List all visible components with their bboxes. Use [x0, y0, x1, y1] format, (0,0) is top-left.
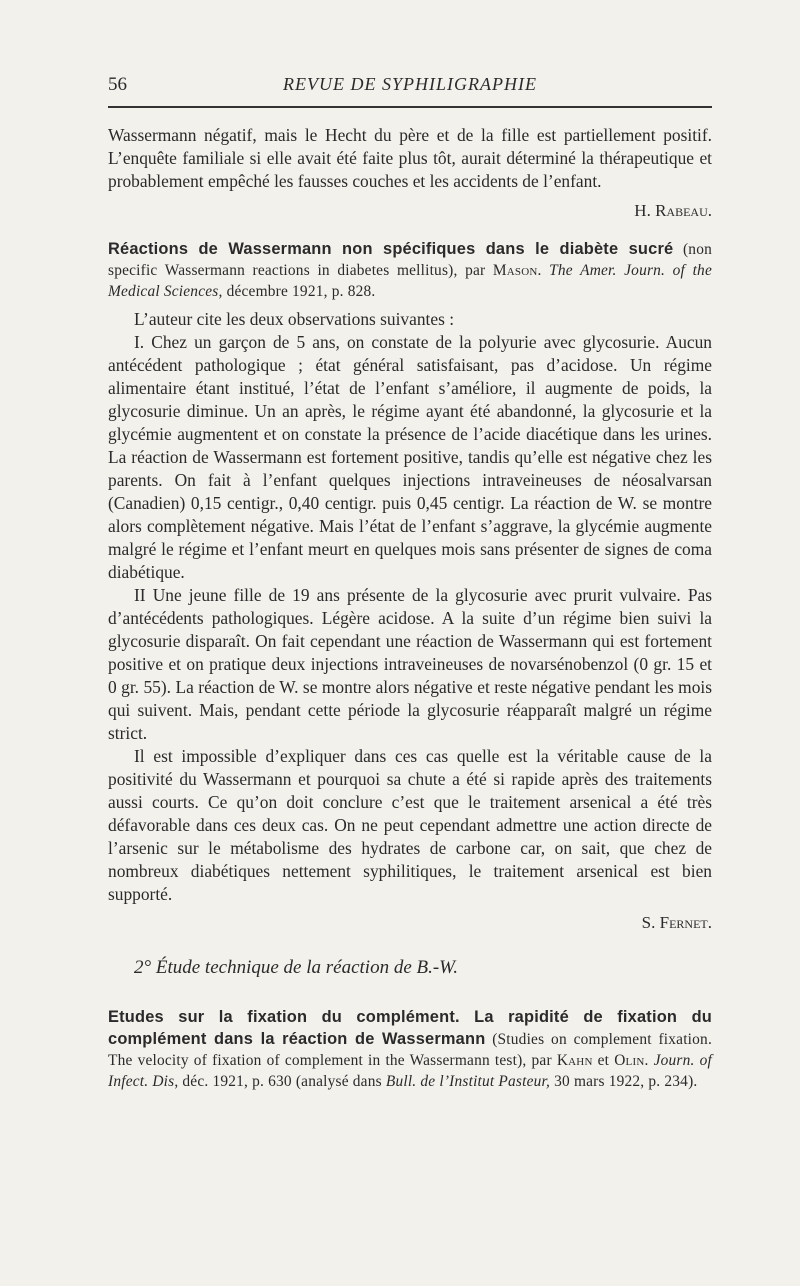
paragraph: L’auteur cite les deux observations suivantes : [134, 309, 455, 329]
page-number: 56 [108, 74, 127, 95]
page-body [108, 124, 712, 1092]
article-heading [108, 238, 712, 302]
paragraph: I. Chez un garçon de 5 ans, on constate de la polyurie avec glycosurie. Aucun antécédent pathologique ; état général satisfaisant, pas d’acidose. Un régime alimentaire étant institué, l’état de l’enfant s’améliore, il augmente de poids, la glycosurie diminue. Un an après, le régime ayant été abandonné, la glycosurie et la glycémie augmentent et on constate la présence de l’acide diacétique dans les urines. La réaction de Wassermann est fortement positive, tandis qu’elle est négative chez les parents. On fait à l’enfant quelques injections intraveineuses de néosalvarsan (Canadien) 0,15 centigr., 0,40 centigr. puis 0,45 centigr. La réaction de W. se montre alors complètement négative. Mais l’état de l’enfant s’aggrave, la glycémie augmente malgré le régime et l’enfant meurt en quelques mois sans présenter de signes de coma diabétique. [108, 332, 712, 582]
article-complement-fixation [108, 1006, 712, 1092]
paragraph: II Une jeune fille de 19 ans présente de la glycosurie avec prurit vulvaire. Pas d’antécédents pathologiques. Légère acidose. A la suite d’un régime bien suivi la glycosurie disparaît. On fait cependant une réaction de Wassermann qui est fortement positive et on pratique deux injections intraveineuses de novarsénobenzol (0 gr. 15 et 0 gr. 55). La réaction de W. se montre alors négative et reste négative pendant les mois qui suivent. Mais, pendant cette période la glycosurie réapparaît malgré un régime strict. [108, 585, 712, 743]
article-heading [108, 1006, 712, 1092]
article-reference: (Studies on complement fixation. The velocity of fixation of complement in the Wassermann test), par [108, 1031, 712, 1069]
section-number: 2° [134, 957, 152, 978]
article-reference: (non specific Wassermann reactions in diabetes mellitus), par [108, 241, 712, 279]
article-date: décembre 1921, p. 828. [226, 283, 376, 300]
signature-fernet [108, 911, 712, 934]
article-title: Réactions de Wassermann non spécifiques dans le diabète sucré [108, 240, 674, 258]
paragraph: Il est impossible d’expliquer dans ces cas quelle est la véritable cause de la positivité du Wassermann et pourquoi sa chute a été si rapide après des traitements aussi courts. Ce qu’on doit conclure c’est que le traitement arsenical a été très défavorable dans ces deux cas. On ne peut cependant admettre une action directe de l’arsenic sur le métabolisme des hydrates de carbone car, on sait, que chez de nombreux diabétiques nettement syphilitiques, le traitement arsenical est bien supporté. [108, 746, 712, 904]
section-title: Étude technique de la réaction de B.-W. [155, 957, 459, 978]
signature-initial: S. [641, 913, 656, 932]
article-journal: Journ. of Infect. Dis [108, 1052, 712, 1090]
article-author: Olin. [614, 1052, 649, 1069]
signature-name: Rabeau. [655, 201, 712, 220]
article-author: Mason. [492, 262, 542, 279]
article-author: Kahn [556, 1052, 593, 1069]
section-heading [134, 956, 712, 980]
author-conjunction: et [597, 1052, 610, 1069]
article-title: Etudes sur la fixation du complément. La rapidité de fixation du complément dans la réaction de Wassermann [108, 1008, 712, 1048]
running-head [108, 74, 712, 100]
header-rule [108, 106, 712, 108]
article-date: , déc. 1921, p. 630 (analysé dans [174, 1073, 382, 1090]
article-source: Bull. de l’Institut Pasteur, [385, 1073, 551, 1090]
article-wassermann-diabetes [108, 238, 712, 934]
signature-rabeau [108, 199, 712, 222]
article-source-date: 30 mars 1922, p. 234). [554, 1073, 698, 1090]
journal-title: REVUE DE SYPHILIGRAPHIE [283, 74, 537, 94]
signature-initial: H. [634, 201, 651, 220]
intro-paragraph: Wassermann négatif, mais le Hecht du père et de la fille est partiellement positif. L’enquête familiale si elle avait été faite plus tôt, aurait déterminé la thérapeutique et probablement empêché les fausses couches et les accidents de l’enfant. [108, 125, 712, 191]
signature-name: Fernet. [659, 913, 712, 932]
article-journal: The Amer. Journ. of the Medical Sciences, [108, 262, 712, 300]
